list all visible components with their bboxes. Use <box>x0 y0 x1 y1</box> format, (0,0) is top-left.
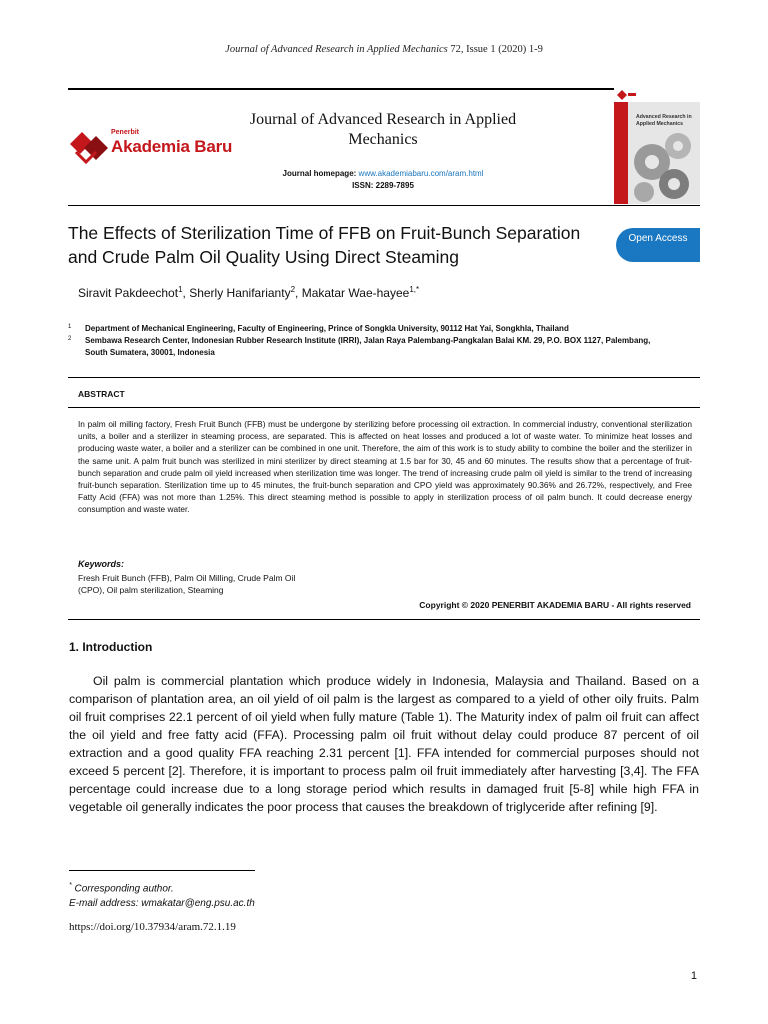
author-name: Makatar Wae-hayee <box>301 286 410 300</box>
doi-link[interactable]: https://doi.org/10.37934/aram.72.1.19 <box>69 921 236 933</box>
homepage-label: Journal homepage: <box>282 169 357 178</box>
abstract-top-rule <box>68 377 700 378</box>
running-header-issue: 72, Issue 1 (2020) 1-9 <box>450 44 543 55</box>
publisher-logo <box>68 128 233 168</box>
author-affiliation-mark: 1 <box>178 285 183 294</box>
cover-title: Advanced Research in Applied Mechanics <box>636 114 692 127</box>
running-header-journal: Journal of Advanced Research in Applied Mechanics <box>225 44 448 55</box>
open-access-badge[interactable]: Open Access <box>616 228 700 262</box>
author-affiliation-mark: 1,* <box>409 285 420 294</box>
footnote-rule <box>69 870 255 871</box>
abstract-bottom-rule <box>68 619 700 620</box>
footnote-mark: * <box>69 882 72 889</box>
page-number: 1 <box>690 970 697 982</box>
affiliation-text: Sembawa Research Center, Indonesian Rubber Research Institute (IRRI), Jalan Raya Palembang-Pangkalan Balai KM. 29, P.O. BOX 1127, Palembang, South Sumatera, 30001, Indonesia <box>85 336 651 357</box>
affiliation-text: Department of Mechanical Engineering, Faculty of Engineering, Prince of Songkla University, 90112 Hat Yai, Songkhla, Thailand <box>85 324 569 333</box>
publisher-small-label: Penerbit <box>111 129 140 136</box>
keywords-heading: Keywords: <box>78 559 125 569</box>
affiliation-number: 2 <box>68 336 72 342</box>
footnote-corresponding: Corresponding author. <box>74 883 174 895</box>
masthead-bottom-rule <box>68 205 700 206</box>
abstract-heading: ABSTRACT <box>78 389 125 399</box>
abstract-heading-rule <box>68 407 700 408</box>
section-heading: 1. Introduction <box>69 640 153 654</box>
cover-header-strip <box>614 88 700 102</box>
copyright-notice: Copyright © 2020 PENERBIT AKADEMIA BARU - All rights reserved <box>419 600 691 610</box>
journal-homepage <box>240 169 526 178</box>
author-affiliation-mark: 2 <box>290 285 296 294</box>
journal-title: Journal of Advanced Research in Applied Mechanics <box>249 111 517 148</box>
author-list: Siravit Pakdeechot$^1$, Sherly Hanifarianty$^2$, Makatar Wae-hayee$^{1,*}$ <box>78 285 420 300</box>
footnote <box>69 878 255 911</box>
paper-title: The Effects of Sterilization Time of FFB on Fruit-Bunch Separation and Crude Palm Oil Quality Using Direct Steaming <box>68 223 581 267</box>
homepage-link[interactable]: www.akademiabaru.com/aram.html <box>358 169 484 178</box>
publisher-logo-icon <box>68 130 110 164</box>
running-header <box>0 44 768 55</box>
author-name: Sherly Hanifarianty <box>189 286 291 300</box>
publisher-name: Akademia Baru <box>111 137 233 156</box>
masthead-top-rule <box>68 88 700 90</box>
cover-publisher-icon <box>617 90 637 100</box>
journal-issn: ISSN: 2289-7895 <box>352 181 414 190</box>
footnote-email: E-mail address: wmakatar@eng.psu.ac.th <box>69 898 255 910</box>
abstract-text: In palm oil milling factory, Fresh Fruit Bunch (FFB) must be undergone by sterilizing before processing oil extraction. In commercial industry, conventional sterilization units, a boiler and a sterilizer in steaming process, are separated. This is affected on heat losses and produced a lot of waste water. To minimize heat losses and producing waste water, a boiler and a sterilizer can be combined in one unit. Therefore, the aim of this work is to study ability to combine the boiler and the sterilizer in the same unit. A palm fruit bunch was sterilized in mini sterilizer by direct steaming at 1.5 bar for 30, 45 and 60 minutes. The results show that a percentage of fruit-bunch separation and crude palm oil yield increased when sterilization time was longer. The trend of increasing crude palm oil yield is similar to the trend of increasing fruit-bunch separation. Sterilization time up to 45 minutes, the fruit-bunch separation and CPO yield was approximately 90.36% and 26.72%, respectively, and Free Fatty Acid (FFA) was not more than 1.25%. This direct steaming method is possible to apply in sterilization process of oil palm bunch. It could decrease energy consumption and waste water. <box>78 419 692 515</box>
journal-cover-thumbnail <box>614 88 700 204</box>
author-name: Siravit Pakdeechot <box>78 286 179 300</box>
keywords-text: Fresh Fruit Bunch (FFB), Palm Oil Milling, Crude Palm Oil (CPO), Oil palm sterilization, Steaming <box>78 573 296 596</box>
intro-paragraph: Oil palm is commercial plantation which produce widely in Indonesia, Malaysia and Thailand. Based on a comparison of plantation area, an oil yield of oil palm is the largest as compared to a yield of other oily fruits. Palm oil fruit comprises 22.1 percent of oil yield when fully mature (Table 1). The Maturity index of palm oil fruit can affect the oil yield and free fatty acid (FFA). Processing palm oil fruit without delay could produce 87 percent of oil extraction and a good quality FFA reaching 2.31 percent [1]. FFA intended for commercial purposes should not exceed 5 percent [2]. Therefore, it is important to process palm oil fruit immediately after harvesting [3,4]. The FFA percentage could increase due to a long storage period which results in damaged fruit [5-8] while high FFA in vegetable oil generally indicates the poor process that causes the breakdown of triglyceride after refining [9]. <box>69 674 699 814</box>
affiliation-number: 1 <box>68 324 72 330</box>
